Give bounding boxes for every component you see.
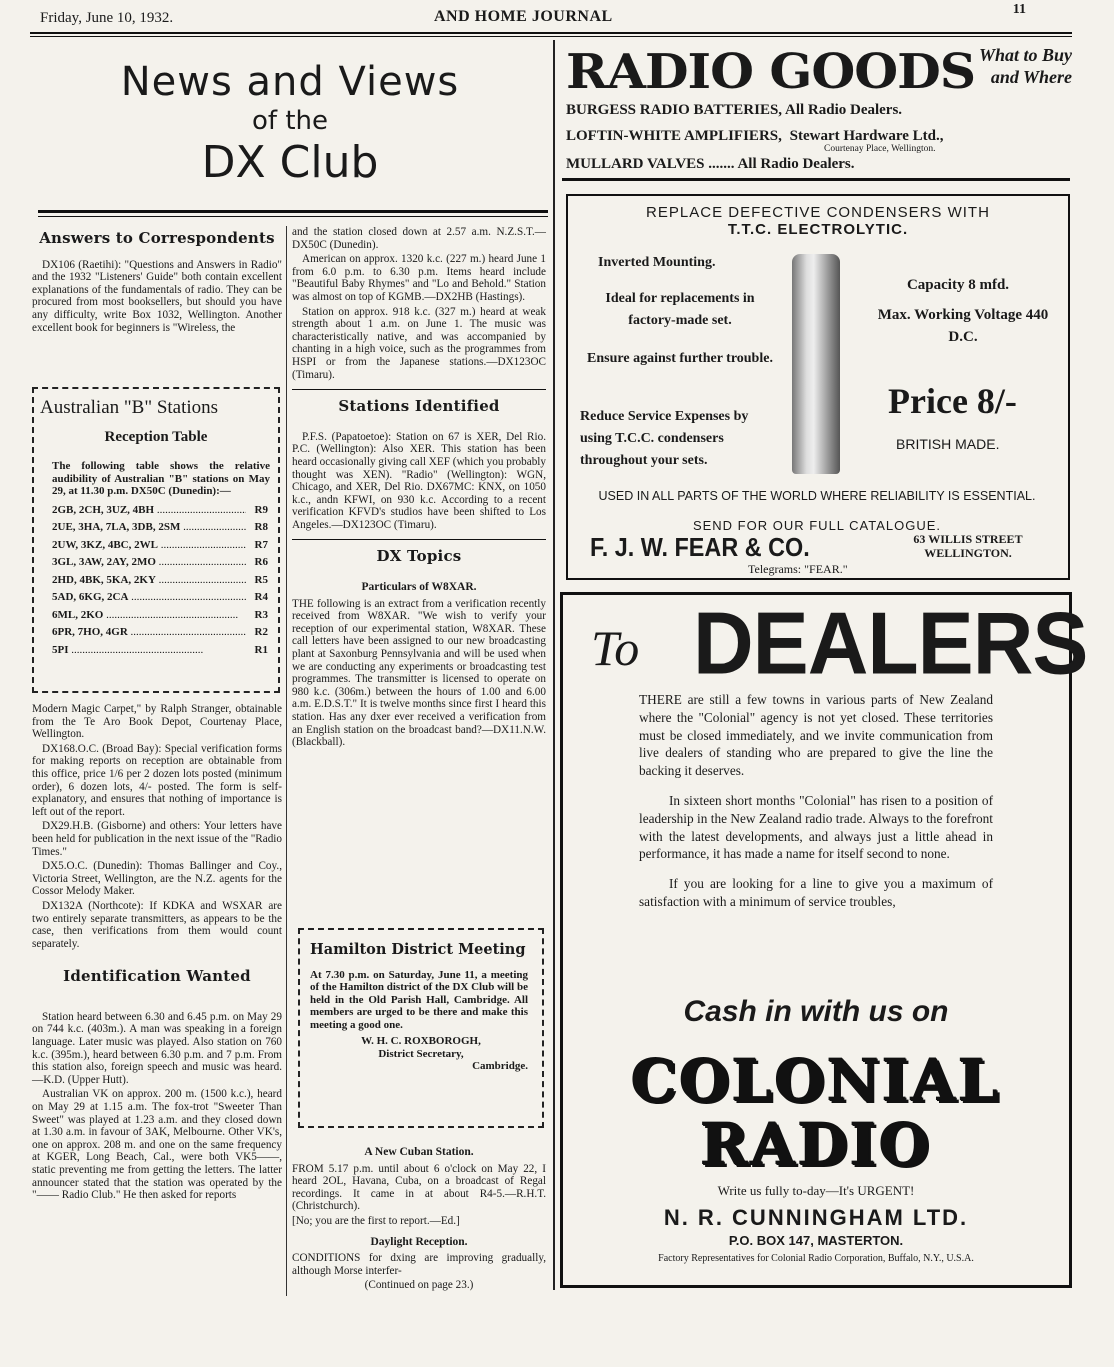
radio-logo: RADIO (700, 1111, 932, 1179)
identification-1: Station heard between 6.30 and 6.45 p.m. on May 29 on 744 k.c. (403m.). A man was speaking in a foreign language. Later music was played. Also station on 760 k.c. (395m.), heard between 6.30 p.m. and 7 p.m. From this station also, foreign speech and music was heard.—K.D. (Upper Hutt). (32, 1010, 282, 1086)
reception-rows (34, 502, 278, 660)
col2-cont: and the station closed down at 2.57 a.m. N.Z.S.T.—DX50C (Dunedin). (292, 226, 546, 251)
col2-cuban: FROM 5.17 p.m. until about 6 o'clock on May 22, I heard 2OL, Havana, Cuba, on a broadcast of Regal recordings. It came in at about R4-5.—R.H.T. (Christchurch). (292, 1162, 546, 1213)
reception-rating: R9 (254, 503, 268, 516)
masthead-rule (38, 210, 548, 213)
column-2-continued (292, 1138, 546, 1294)
colonial-logo: COLONIAL (631, 1047, 1001, 1115)
dealers-to: To (591, 620, 640, 676)
reception-stations: 2GB, 2CH, 3UZ, 4BH ..... (52, 502, 246, 520)
reception-rating: R8 (254, 521, 268, 533)
radio-goods-title: RADIO GOODS (566, 44, 976, 100)
reception-stations: 2HD, 4BK, 5KA, 2KY ..... (52, 572, 246, 590)
reception-rating: R7 (254, 538, 268, 551)
hamilton-signature: W. H. C. ROXBOROGH, (361, 1035, 481, 1047)
british-made: BRITISH MADE. (896, 436, 1000, 452)
answers-heading: Answers to Correspondents (39, 229, 275, 247)
dealers-ad (560, 592, 1088, 1288)
dx-club-masthead (40, 60, 540, 188)
dealers-para-1: THERE are still a few towns in various parts of New Zealand where the "Colonial" agency is not yet closed. These territories must be closed immediately, and we invite communication from live dealers of standing who are prepared to give the line the backing it deserves. (639, 692, 993, 779)
dx-topics-heading: DX Topics (376, 547, 462, 566)
loftin-dealer: Stewart Hardware Ltd., (789, 128, 944, 144)
reception-row (52, 589, 268, 607)
loftin-address: Courtenay Place, Wellington. (824, 144, 936, 154)
masthead-line2: of the (252, 106, 328, 136)
dealers-para-2: In sixteen short months "Colonial" has risen to a position of leadership in the New Zealand radio trade. Always to the forefront with the latest developments, and always just a little ahead in performance, it has made a name for itself second to none. (639, 792, 993, 862)
fear-address-1: 63 WILLIS STREET (913, 532, 1023, 546)
identification-2: Australian VK on approx. 200 m. (1500 k.c.), heard on May 29 at 1.15 a.m. The fox-trot "Sweeter Than Sweet" was played at 1.23 a.m. and they closed down at 1.30 a.m. in favour of 3AK, Melbourne. Other VK's, one on approx. 208 m. and one on the same frequency at KGER, Long Beach, Cal., were both VK5——, static preventing me from getting the letters. The latter announcer stated that the station was operated by the "—— Radio Club." He then asked for reports (32, 1088, 282, 1202)
w8xar-subheading: Particulars of W8XAR. (361, 581, 477, 594)
header-rule (30, 32, 1072, 34)
rule (292, 539, 546, 540)
column-rule (286, 226, 287, 1296)
column-1 (32, 226, 282, 336)
send-catalogue: SEND FOR OUR FULL CATALOGUE. (692, 518, 942, 533)
col2-daylight: CONDITIONS for dxing are improving gradually, although Morse interfer- (292, 1252, 546, 1277)
col2-editor-note: [No; you are the first to report.—Ed.] (292, 1214, 460, 1227)
identification-heading: Identification Wanted (63, 967, 251, 986)
reception-rating: R3 (254, 608, 268, 621)
condensers-headline: REPLACE DEFECTIVE CONDENSERS WITH (646, 204, 990, 221)
reception-stations: 6PR, 7HO, 4GR ..... (52, 624, 246, 642)
radio-goods-line1 (566, 102, 902, 119)
col2-station918: Station on approx. 918 k.c. (327 m.) heard at weak strength about 1 a.m. on June 1. The music was characteristically native, and was accompanied by chanting in a high voice, such as the programmes from HSPI or from the Japanese stations.—DX123OC (Timaru). (292, 305, 546, 381)
condensers-headline-2: T.T.C. ELECTROLYTIC. (727, 221, 909, 238)
answer-dx168: DX168.O.C. (Broad Bay): Special verification forms for making reports on reception are obtainable from this office, price 1/6 per 2 dozen lots posted (minimum order), 6 dozen lots, 4/- posted. The form is self-explanatory, and ensures that nothing of importance is left out of the report. (32, 742, 282, 818)
dealers-title: DEALERS (693, 593, 1088, 693)
reception-stations: 3GL, 3AW, 2AY, 2MO ..... (52, 554, 246, 572)
hamilton-sig-place: Cambridge. (472, 1060, 528, 1072)
header-rule-thin (30, 36, 1072, 37)
ideal-replacements: Ideal for replacements in factory-made set. (605, 291, 755, 328)
condenser-image (792, 254, 840, 474)
col2-american: American on approx. 1320 k.c. (227 m.) heard June 1 from 6.0 p.m. to 6.30 p.m. Items heard include "Beautiful Baby Rhymes" and "Lo and Behold." Station was almost on top of KGMB.—DX2HB (Hastings). (292, 253, 546, 303)
cunningham-box: P.O. BOX 147, MASTERTON. (728, 1233, 904, 1248)
hamilton-title: Hamilton District Meeting (310, 941, 526, 958)
capacity: Capacity 8 mfd. (906, 277, 1010, 293)
issue-date: Friday, June 10, 1932. (40, 10, 174, 26)
stations-identified-heading: Stations Identified (338, 397, 500, 416)
radio-goods-tagline: What to Buy and Where (978, 45, 1072, 87)
answer-dx29: DX29.H.B. (Gisborne) and others: Your letters have been held for publication in the next issue of the "Radio Times." (32, 820, 283, 858)
reception-title: Australian "B" Stations (40, 397, 219, 418)
reception-subtitle: Reception Table (104, 429, 208, 445)
dealers-para-3: If you are looking for a line to give you a maximum of satisfaction with a minimum of service troubles, (639, 876, 993, 909)
reception-row (52, 642, 268, 660)
reception-stations: 2UW, 3KZ, 4BC, 2WL ..... (52, 537, 246, 555)
condensers-ad (566, 194, 1070, 580)
reception-stations: 2UE, 3HA, 7LA, 3DB, 2SM ..... (52, 519, 246, 537)
reception-rating: R2 (254, 626, 268, 638)
radio-goods-line2 (566, 128, 944, 145)
reception-row (52, 537, 268, 555)
answer-dx5: DX5.O.C. (Dunedin): Thomas Ballinger and Coy., Victoria Street, Wellington, are the N.Z. agents for the Cossor Melody Maker. (32, 860, 282, 898)
reception-table-box (32, 387, 280, 693)
burgess-dealer: All Radio Dealers. (784, 102, 903, 118)
page-number: 11 (1012, 2, 1026, 17)
masthead-line1: News and Views (120, 59, 460, 105)
radio-goods-line3 (566, 156, 855, 173)
reception-row (52, 607, 268, 625)
mullard-dealer: All Radio Dealers. (737, 156, 855, 172)
condenser-price: Price 8/- (888, 381, 1017, 421)
hamilton-body: At 7.30 p.m. on Saturday, June 11, a meeting of the Hamilton district of the DX Club will be held in the Old Parish Hall, Cambridge. All members are urged to be there and make this meeting a good one. (310, 968, 528, 1031)
column-2 (292, 226, 546, 751)
hamilton-sig-title: District Secretary, (378, 1047, 464, 1060)
working-voltage: Max. Working Voltage 440 D.C. (877, 307, 1049, 345)
inverted-mounting: Inverted Mounting. (598, 255, 716, 270)
column-1-continued (32, 703, 282, 1204)
section-divider (553, 40, 555, 1290)
reception-rating: R6 (254, 556, 268, 568)
col2-identified: P.F.S. (Papatoetoe): Station on 67 is XER, Del Rio. P.C. (Wellington): Also XER. This station has been heard occasionally giving call XEF (which you probably thought was XEN). "Radio" (Wellington): WGN, Chicago, and XER, Del Rio. DX67MC: KNX, on 1050 k.c., andn KFWI, on 930 k.c. According to a recent verification KFVD's studios have been shifted to Los Angeles.—DX123OC (Timaru). (292, 430, 546, 531)
reception-intro: The following table shows the relative audibility of Australian "B" stations on May 29, at 11.30 p.m. DX50C (Dunedin):— (52, 460, 270, 497)
reception-stations: 5AD, 6KG, 2CA ..... (52, 589, 246, 607)
fear-address-2: WELLINGTON. (924, 546, 1012, 560)
cunningham-firm: N. R. CUNNINGHAM LTD. (663, 1205, 969, 1230)
masthead-rule-thin (38, 216, 548, 217)
answer-carpet: Modern Magic Carpet," by Ralph Stranger, obtainable from the Te Aro Book Depot, Courtenay Place, Wellington. (32, 703, 282, 741)
col2-w8xar: THE following is an extract from a verification recently received from W8XAR. "We wish to verify your reception of our experimental station, W8XAR. These call letters have been assigned to our new broadcasting plant at Saxonburg Pennsylvania and will be used when we are conducting any experiments or broadcasting test programmes. The transmitter is licensed to operate on 980 k.c. (306m.) between the hours of 1.00 and 6.00 a.m. E.D.S.T." It is twelve months since first I heard this station. Has any dxer ever received a verification from an English station on the broadcast band?—DX11.N.W. (Blackball). (292, 597, 546, 749)
reception-stations: 6ML, 2KO ..... (52, 607, 246, 625)
reception-rating: R4 (254, 591, 268, 603)
reduce-expenses: Reduce Service Expenses by using T.C.C. condensers throughout your sets. (580, 409, 749, 468)
dealers-body (639, 691, 993, 923)
factory-reps: Factory Representatives for Colonial Radio Corporation, Buffalo, N.Y., U.S.A. (658, 1253, 974, 1264)
daylight-subheading: Daylight Reception. (370, 1235, 468, 1248)
loftin-item: LOFTIN-WHITE AMPLIFIERS, (566, 128, 782, 144)
ensure-trouble: Ensure against further trouble. (587, 351, 773, 366)
reception-rating: R5 (254, 573, 268, 586)
cash-in-slogan: Cash in with us on (683, 995, 949, 1028)
reception-row (52, 554, 268, 572)
fear-firm: F. J. W. FEAR & CO. (590, 532, 810, 562)
rule (292, 389, 546, 390)
masthead-line3: DX Club (201, 137, 379, 188)
hamilton-meeting-box (298, 928, 544, 1128)
answer-dx106: DX106 (Raetihi): "Questions and Answers in Radio" and the 1932 "Listeners' Guide" both contain excellent explanations of the fundamentals of radio. They can be procured from most booksellers, but should you have any difficulty, write Box 1032, Wellington. Another excellent book for beginners is "Wireless, the (32, 258, 282, 334)
reception-stations: 5PI ..... (52, 642, 246, 660)
reception-rating: R1 (254, 643, 268, 656)
reception-row (52, 572, 268, 590)
reception-row (52, 502, 268, 520)
radio-goods-rule (562, 178, 1070, 181)
used-worldwide: USED IN ALL PARTS OF THE WORLD WHERE RELIABILITY IS ESSENTIAL. (598, 489, 1036, 503)
answer-dx132a: DX132A (Northcote): If KDKA and WSXAR are two entirely separate transmitters, as appears to be the case, then verifications from them would count separately. (32, 899, 282, 950)
journal-title: AND HOME JOURNAL (434, 8, 613, 25)
col2-continued-note: (Continued on page 23.) (364, 1279, 474, 1292)
reception-row (52, 519, 268, 537)
mullard-item: MULLARD VALVES ....... (566, 156, 735, 172)
cuban-subheading: A New Cuban Station. (364, 1146, 474, 1158)
fear-telegrams: Telegrams: "FEAR." (748, 562, 848, 576)
write-urgent: Write us fully to-day—It's URGENT! (717, 1183, 915, 1198)
burgess-item: BURGESS RADIO BATTERIES, (566, 102, 783, 118)
reception-row (52, 624, 268, 642)
